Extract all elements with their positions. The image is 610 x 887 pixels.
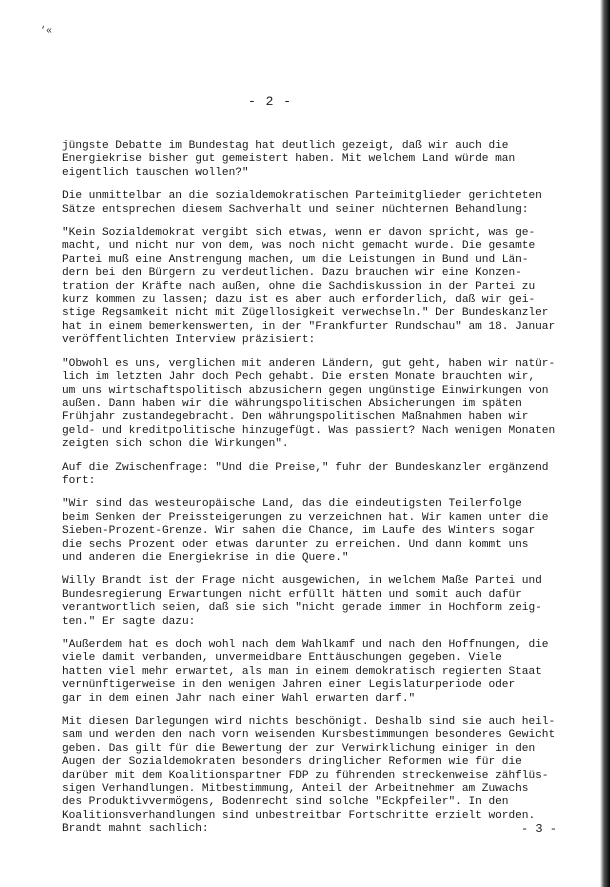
paragraph: Auf die Zwischenfrage: "Und die Preise," fuhr der Bundeskanzler ergänzend fort: xyxy=(62,461,549,487)
paragraph: Willy Brandt ist der Frage nicht ausgewichen, in welchem Maße Partei und Bundesregierung Erwartungen nicht erfüllt hätten und somit auch dafür verantwortlich seien, daß sie sich "nicht gerade immer in Hochform zeig- ten." Er sagte dazu: xyxy=(62,575,542,628)
next-page-indicator: - 3 - xyxy=(521,822,558,836)
scan-edge-shadow xyxy=(600,0,610,887)
quote-paragraph: "Wir sind das westeuropäische Land, das die eindeutigsten Teilerfolge beim Senken der Preissteigerungen zu verzeichnen hat. Wir kamen unter die Sieben-Prozent-Grenze. Wir sahen die Chance, im Laufe des Winters sogar die sechs Prozent oder etwas darunter zu erreichen. Und dann kommt uns und anderen die Energiekrise in die Quere." xyxy=(62,498,549,564)
quote-paragraph: "Kein Sozialdemokrat vergibt sich etwas, wenn er davon spricht, was ge- macht, und nicht nur von dem, was noch nicht gemacht wurde. Die gesamte Partei muß eine Anstrengung machen, um die Leistungen in Bund und Län- dern bei den Bürgern zu verdeutlichen. Dazu brauchen wir eine Konzen- tration der Kräfte nach außen, ohne die Sachdiskussion in der Partei zu kurz kommen zu lassen; dazu ist es aber auch erforderlich, daß wir gei- stige Regsamkeit nicht mit Zügellosigkeit verwechseln." Der Bundeskanzler hat in einem bemerkenswerten, in der "Frankfurter Rundschau" am 18. Januar veröffentlichten Interview präzisiert: xyxy=(62,227,556,347)
paragraph: Die unmittelbar an die sozialdemokratischen Parteimitglieder gerichteten Sätze entsprechen diesem Sachverhalt und seiner nüchternen Behandlung: xyxy=(62,190,542,216)
corner-mark: ‘« xyxy=(40,26,53,37)
paragraph: jüngste Debatte im Bundestag hat deutlich gezeigt, daß wir auch die Energiekrise bisher gut gemeistert haben. Mit welchem Land würde man eigentlich tauschen wollen?" xyxy=(62,140,516,179)
quote-paragraph: "Obwohl es uns, verglichen mit anderen Ländern, gut geht, haben wir natür- lich im letzten Jahr doch Pech gehabt. Die ersten Monate brauchten wir, um uns wirtschaftspolitisch abzusichern gegen ungünstige Einwirkungen von außen. Dann haben wir die währungspolitischen Absicherungen im späten Frühjahr zustandegebracht. Den währungspolitischen Maßnahmen haben wir geld- und kreditpolitische hinzugefügt. Was passiert? Nach wenigen Monaten zeigten sich schon die Wirkungen". xyxy=(62,357,556,451)
page-number: - 2 - xyxy=(247,94,292,109)
document-body xyxy=(62,140,562,847)
paragraph: Mit diesen Darlegungen wird nichts beschönigt. Deshalb sind sie auch heil- sam und werden den nach vorn weisenden Kursbestimmungen besonderes Gewicht geben. Das gilt für die Bewertung der zur Verwirklichung einiger in den Augen der Sozialdemokraten besonders dringlicher Reformen wie für die darüber mit dem Koalitionspartner FDP zu führenden streckenweise zähflüs- sigen Verhandlungen. Mitbestimmung, Anteil der Arbeitnehmer am Zuwachs des Produktivvermögens, Bodenrecht sind solche "Eckpfeiler". In den Koalitionsverhandlungen sind unbestreitbar Fortschritte erzielt worden. Brandt mahnt sachlich: xyxy=(62,716,556,836)
quote-paragraph: "Außerdem hat es doch wohl nach dem Wahlkamf und nach den Hoffnungen, die viele damit verbanden, unvermeidbare Enttäuschungen gegeben. Viele hatten viel mehr erwartet, als man in einem demokratisch regierten Staat vernünftigerweise in den wenigen Jahren einer Legislaturperiode oder gar in dem einen Jahr nach einer Wahl erwarten darf." xyxy=(62,639,549,705)
